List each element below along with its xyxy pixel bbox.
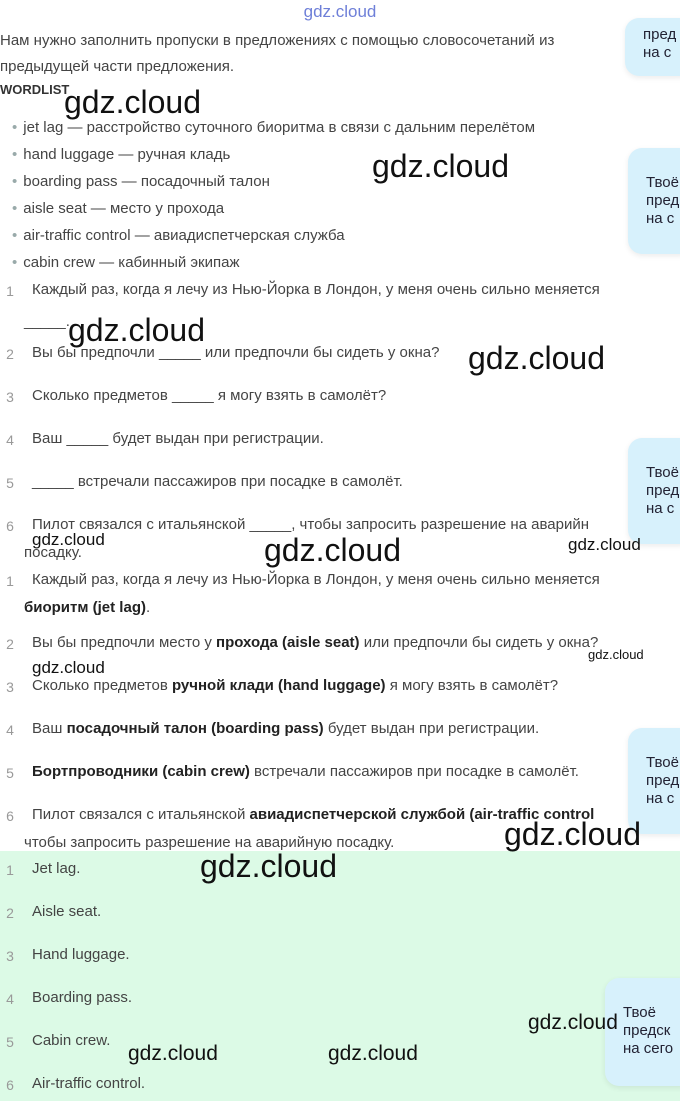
watermark: gdz.cloud	[32, 530, 105, 549]
wordlist-item: • aisle seat — место у прохода	[12, 200, 225, 217]
task-sentence: Пилот связался с итальянской _____, чтобы запросить разрешение на аварийн	[32, 516, 589, 533]
promo-line: предск	[623, 1022, 671, 1039]
task-number: 1	[6, 283, 14, 299]
wordlist-item: • cabin crew — кабинный экипаж	[12, 254, 240, 271]
promo-line: Твоё	[646, 754, 679, 771]
task-number: 3	[6, 389, 14, 405]
wordlist-item: • boarding pass — посадочный талон	[12, 173, 270, 190]
promo-line: пред	[646, 772, 680, 789]
task-number: 5	[6, 475, 14, 491]
task-sentence: _____ встречали пассажиров при посадке в самолёт.	[32, 473, 403, 490]
task-sentence: Каждый раз, когда я лечу из Нью-Йорка в Лондон, у меня очень сильно меняется	[32, 281, 600, 298]
answer-highlight: прохода (aisle seat)	[216, 634, 360, 651]
wordlist-item: • jet lag — расстройство суточного биоритма в связи с дальним перелётом	[12, 119, 536, 136]
promo-line: на с	[646, 500, 675, 517]
watermark: gdz.cloud	[200, 848, 337, 884]
watermark: gdz.cloud	[64, 84, 201, 120]
answer-number: 2	[6, 636, 14, 652]
promo-line: Твоё	[646, 174, 679, 191]
short-answer-number: 6	[6, 1077, 14, 1093]
promo-line: на с	[646, 790, 675, 807]
answer-sentence: Бортпроводники (cabin crew) встречали пассажиров при посадке в самолёт.	[32, 763, 579, 780]
task-number: 2	[6, 346, 14, 362]
watermark: gdz.cloud	[32, 658, 105, 677]
promo-line: пред	[643, 26, 677, 43]
answer-highlight: посадочный талон (boarding pass)	[66, 720, 324, 737]
watermark: gdz.cloud	[468, 340, 605, 376]
promo-line: Твоё	[623, 1004, 656, 1021]
short-answer: Jet lag.	[32, 860, 81, 877]
watermark: gdz.cloud	[68, 312, 205, 348]
task-sentence: Вы бы предпочли _____ или предпочли бы сидеть у окна?	[32, 344, 440, 361]
watermark: gdz.cloud	[128, 1042, 218, 1065]
answer-number: 3	[6, 679, 14, 695]
watermark: gdz.cloud	[372, 148, 509, 184]
answer-sentence: Сколько предметов ручной клади (hand luggage) я могу взять в самолёт?	[32, 677, 559, 694]
answer-sentence: Ваш посадочный талон (boarding pass) будет выдан при регистрации.	[32, 720, 540, 737]
answer-sentence-cont: биоритм (jet lag).	[24, 599, 151, 616]
promo-line: на с	[646, 210, 675, 227]
task-number: 6	[6, 518, 14, 534]
promo-bubble[interactable]	[628, 438, 680, 544]
wordlist-item: • air-traffic control — авиадиспетчерская служба	[12, 227, 345, 244]
answer-number: 1	[6, 573, 14, 589]
answer-sentence: Каждый раз, когда я лечу из Нью-Йорка в Лондон, у меня очень сильно меняется	[32, 571, 600, 588]
answer-sentence: Пилот связался с итальянской авиадиспетчерской службой (air-traffic control	[32, 806, 595, 823]
short-answer: Aisle seat.	[32, 903, 102, 920]
task-sentence: Ваш _____ будет выдан при регистрации.	[32, 430, 324, 447]
answer-highlight: биоритм (jet lag)	[24, 599, 146, 616]
task-number: 4	[6, 432, 14, 448]
short-answer: Air-traffic control.	[32, 1075, 146, 1092]
short-answer-number: 2	[6, 905, 14, 921]
promo-line: на с	[643, 44, 672, 61]
watermark: gdz.cloud	[588, 647, 644, 662]
answer-number: 5	[6, 765, 14, 781]
wordlist-item: • hand luggage — ручная кладь	[12, 146, 231, 163]
watermark: gdz.cloud	[264, 532, 401, 568]
promo-bubble[interactable]	[628, 148, 680, 254]
answer-sentence: Вы бы предпочли место у прохода (aisle seat) или предпочли бы сидеть у окна?	[32, 634, 599, 651]
short-answer-number: 3	[6, 948, 14, 964]
watermark: gdz.cloud	[528, 1011, 618, 1034]
watermark: gdz.cloud	[328, 1042, 418, 1065]
wordlist-heading: WORDLIST	[0, 82, 70, 97]
promo-line: Твоё	[646, 464, 679, 481]
answer-highlight: Бортпроводники (cabin crew)	[32, 763, 250, 780]
promo-line: пред	[646, 192, 680, 209]
short-answer-number: 4	[6, 991, 14, 1007]
short-answer: Cabin crew.	[32, 1032, 111, 1049]
task-sentence: Сколько предметов _____ я могу взять в самолёт?	[32, 387, 387, 404]
answer-sentence-cont: чтобы запросить разрешение на аварийную посадку.	[24, 834, 395, 851]
answer-highlight: ручной клади (hand luggage)	[171, 677, 386, 694]
answer-number: 6	[6, 808, 14, 824]
watermark: gdz.cloud	[568, 535, 641, 554]
short-answer: Boarding pass.	[32, 989, 133, 1006]
answer-number: 4	[6, 722, 14, 738]
task-sentence-cont: _____.	[24, 313, 70, 330]
short-answer: Hand luggage.	[32, 946, 130, 963]
task-sentence-cont: посадку.	[24, 544, 82, 561]
promo-bubble[interactable]	[625, 18, 680, 76]
short-answer-number: 1	[6, 862, 14, 878]
short-answer-number: 5	[6, 1034, 14, 1050]
task-intro: Нам нужно заполнить пропуски в предложениях с помощью словосочетаний из предыдущей части предложения.	[0, 32, 555, 75]
promo-line: на сего	[623, 1040, 674, 1057]
watermark: gdz.cloud	[504, 816, 641, 852]
site-logo[interactable]: gdz.cloud	[303, 2, 377, 21]
promo-line: пред	[646, 482, 680, 499]
answer-highlight: авиадиспетчерской службой (air-traffic control	[249, 806, 595, 823]
